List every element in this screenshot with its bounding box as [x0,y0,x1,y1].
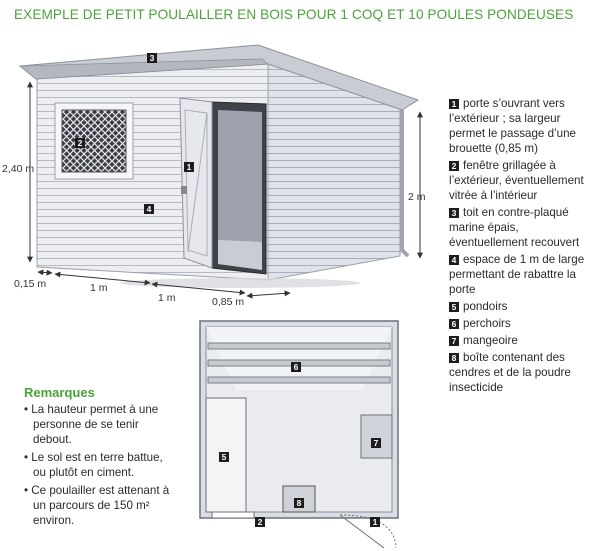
legend-item-4: 4 espace de 1 m de large permettant de rabattre la porte [449,253,585,296]
page-title: EXEMPLE DE PETIT POULAILLER EN BOIS POUR 1 COQ ET 10 POULES PONDEUSES [14,7,574,22]
dim-height-right: 2 m [408,191,426,203]
dim-width-right: 1 m [158,292,176,304]
marker-1-door: 1 [184,157,198,175]
legend [449,96,592,397]
remarks-title: Remarques [24,385,95,400]
floor-plan [200,321,398,548]
legend-item-6: 6 perchoirs [449,316,592,331]
marker-8-box: 8 [294,493,308,511]
downpipe [402,110,408,256]
legend-item-5: 5 pondoirs [449,299,592,314]
coop-3d-view [20,45,418,288]
marker-2-plan-window: 2 [255,512,269,530]
marker-6-perches: 6 [291,357,305,375]
legend-item-8: 8 boîte contenant des cendres et de la poudre insecticide [449,351,571,394]
marker-4-wall: 4 [144,199,158,217]
marker-3-roof: 3 [147,48,161,66]
remark-item: • Le sol est en terre battue, ou plutôt en ciment. [24,451,163,479]
dim-overhang: 0,15 m [14,278,47,290]
marker-7-feeder: 7 [371,433,385,451]
remark-item: • La hauteur permet à une personne de se tenir debout. [24,403,159,446]
legend-item-3: 3 toit en contre-plaqué marine épais, éventuellement recouvert [449,206,580,249]
remarks [24,385,170,531]
marker-1-plan-door: 1 [370,512,384,530]
marker-2-window: 2 [75,133,89,151]
dim-door-width: 0,85 m [212,296,245,308]
dim-width-left: 1 m [90,282,108,294]
door-swing [340,515,396,548]
legend-item-1: 1 porte s’ouvrant vers l’extérieur ; sa largeur permet le passage d’une brouette (0,85 m) [449,97,576,155]
dim-height: 2,40 m [2,163,35,175]
remark-item: • Ce poulailler est attenant à un parcours de 150 m² environ. [24,484,170,527]
legend-item-7: 7 mangeoire [449,333,592,348]
legend-item-2: 2 fenêtre grillagée à l’extérieur, éventuellement vitrée à l’intérieur [449,159,584,202]
marker-5-nests: 5 [219,447,233,465]
window-grille [62,110,126,172]
